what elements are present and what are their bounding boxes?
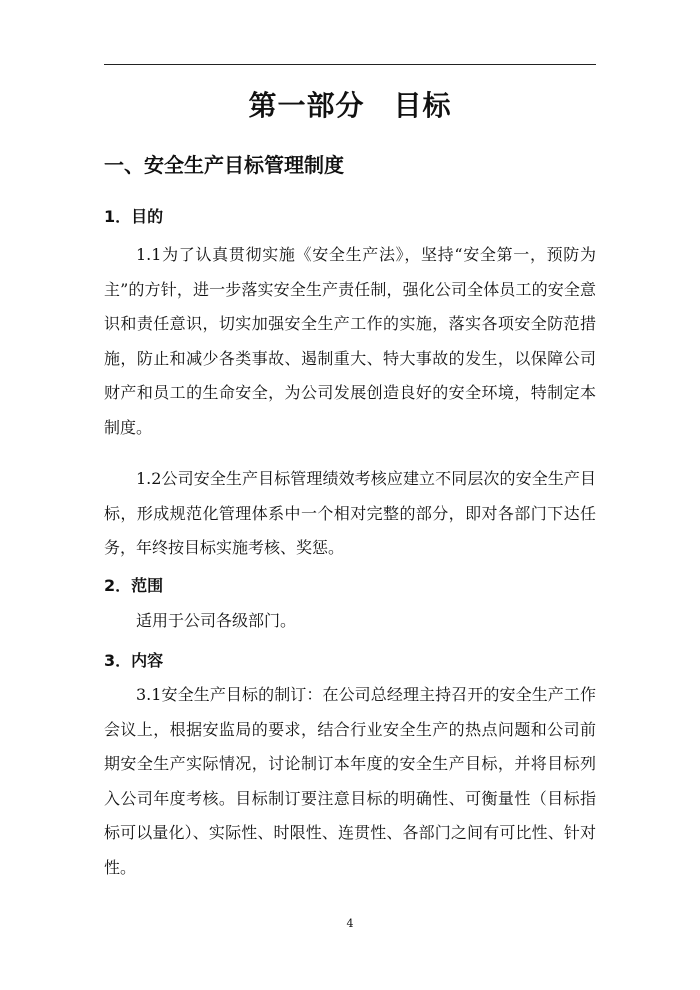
heading-scope: 2．范围 [104, 576, 164, 595]
paragraph-content-3-1: 3.1安全生产目标的制订：在公司总经理主持召开的安全生产工作会议上，根据安监局的要求，结合行业安全生产的热点问题和公司前期安全生产实际情况，讨论制订本年度的安全生产目标，并将目标列入公司年度考核。目标制订要注意目标的明确性、可衡量性（目标指标可以量化）、实际性、时限性、连贯性、各部门之间有可比性、针对性。 [104, 685, 596, 877]
heading-purpose: 1．目的 [104, 207, 164, 226]
paragraph-purpose-1-1: 1.1为了认真贯彻实施《安全生产法》，坚持“安全第一，预防为主”的方针，进一步落实安全生产责任制，强化公司全体员工的安全意识和责任意识，切实加强安全生产工作的实施，落实各项安全防范措施，防止和减少各类事故、遏制重大、特大事故的发生，以保障公司财产和员工的生命安全，为公司发展创造良好的安全环境，特制定本制度。 [104, 245, 596, 437]
heading-content: 3．内容 [104, 651, 164, 670]
header-rule [104, 64, 596, 65]
page-title: 第一部分 目标 [248, 89, 452, 122]
paragraph-scope: 适用于公司各级部门。 [136, 611, 297, 630]
page-number: 4 [346, 917, 354, 930]
paragraph-purpose-1-2: 1.2公司安全生产目标管理绩效考核应建立不同层次的安全生产目标，形成规范化管理体系中一个相对完整的部分，即对各部门下达任务，年终按目标实施考核、奖惩。 [104, 469, 596, 557]
section-heading: 一、安全生产目标管理制度 [104, 153, 344, 177]
